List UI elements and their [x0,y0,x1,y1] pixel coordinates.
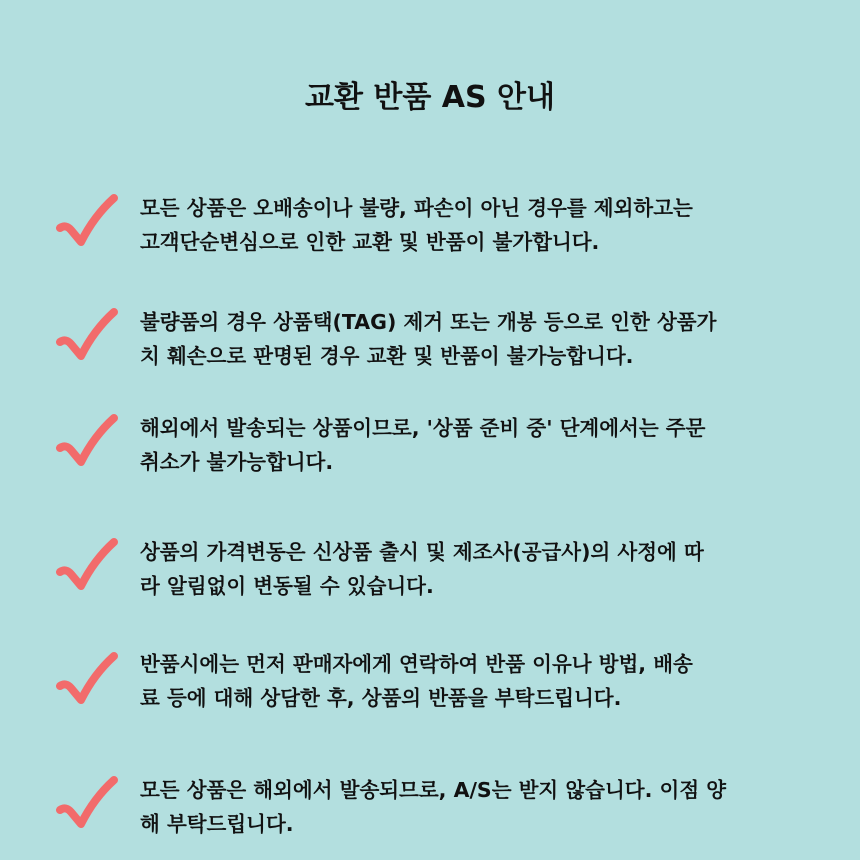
notice-text [140,647,830,715]
checkmark-icon [56,414,118,476]
checkmark-icon [56,538,118,600]
notice-line: 모든 상품은 오배송이나 불량, 파손이 아닌 경우를 제외하고는 [140,196,693,220]
notice-line: 반품시에는 먼저 판매자에게 연락하여 반품 이유나 방법, 배송 [140,652,693,676]
notice-line: 취소가 불가능합니다. [140,450,334,474]
checkmark-icon [56,194,118,256]
notice-line: 해외에서 발송되는 상품이므로, '상품 준비 중' 단계에서는 주문 [140,416,706,440]
checkmark-icon [56,652,118,714]
notice-line: 라 알림없이 변동될 수 있습니다. [140,574,434,598]
notice-text [140,773,830,841]
notice-line: 상품의 가격변동은 신상품 출시 및 제조사(공급사)의 사정에 따 [140,540,704,564]
notice-line: 불량품의 경우 상품택(TAG) 제거 또는 개봉 등으로 인한 상품가 [140,310,717,334]
notice-line: 치 훼손으로 판명된 경우 교환 및 반품이 불가능합니다. [140,344,634,368]
checkmark-icon [56,308,118,370]
notice-text [140,411,830,479]
notice-line: 료 등에 대해 상담한 후, 상품의 반품을 부탁드립니다. [140,686,622,710]
notice-line: 고객단순변심으로 인한 교환 및 반품이 불가합니다. [140,230,600,254]
notice-text [140,191,830,259]
notice-text [140,305,830,373]
page-title: 교환 반품 AS 안내 [304,80,556,115]
notice-line: 모든 상품은 해외에서 발송되므로, A/S는 받지 않습니다. 이점 양 [140,778,727,802]
notice-text [140,535,830,603]
checkmark-icon [56,776,118,838]
notice-line: 해 부탁드립니다. [140,812,294,836]
